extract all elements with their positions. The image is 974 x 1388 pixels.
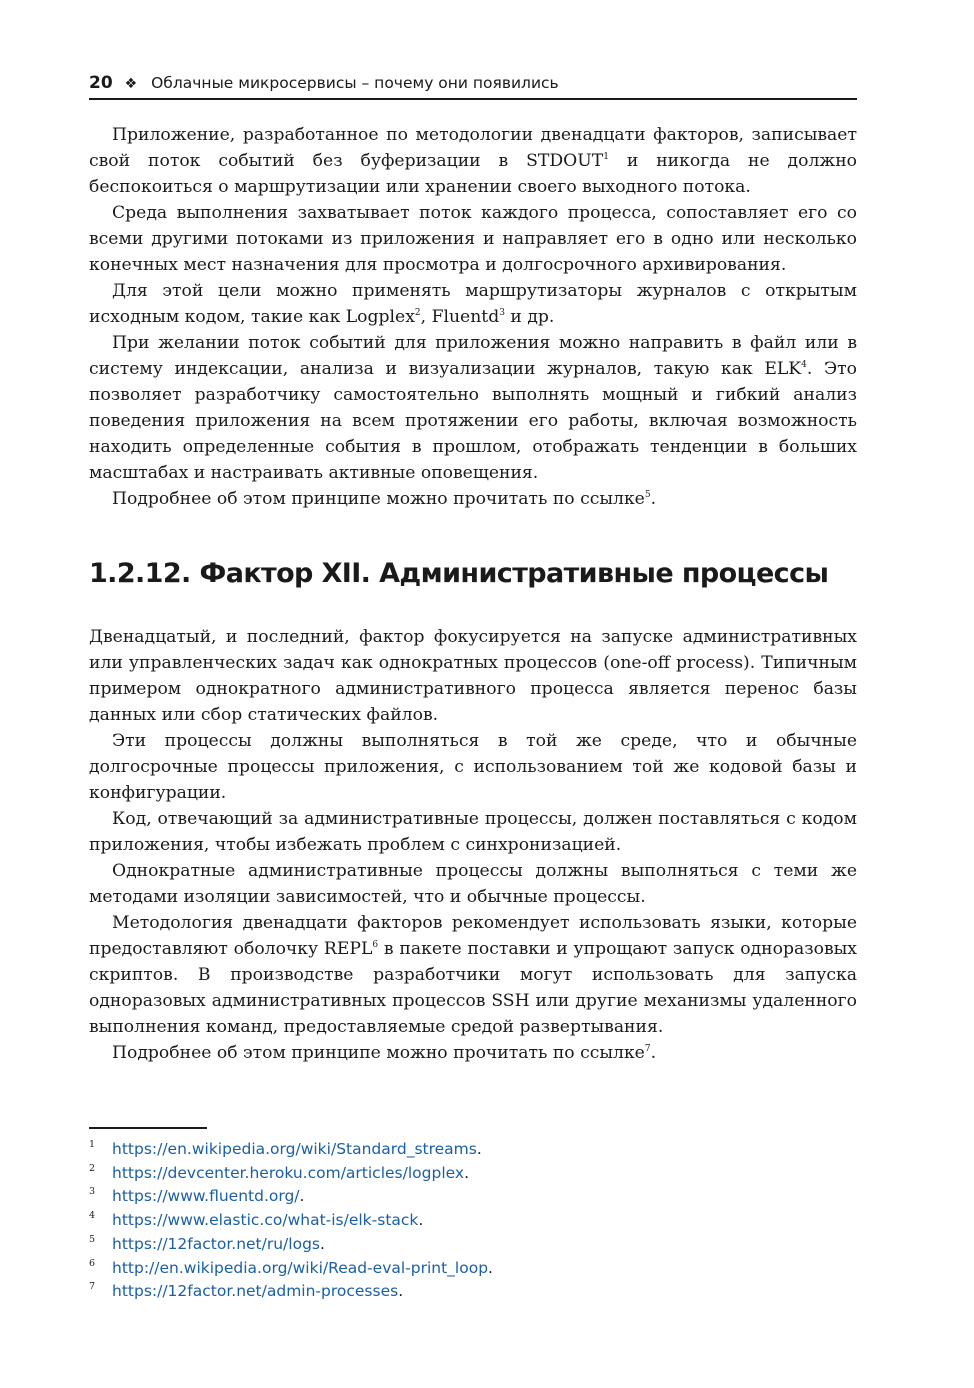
footnote-item: 3 https://www.fluentd.org/. xyxy=(89,1185,857,1209)
footnote-number: 5 xyxy=(89,1233,96,1245)
paragraph: Методология двенадцати факторов рекомендует использовать языки, которые предоставляют оболочку REPL$^6$ в пакете поставки и упрощают запуск одноразовых скриптов. В производстве разработчики могут использовать для запуска одноразовых административных процессов SSH или другие механизмы удаленного выполнения команд, предоставляемые средой развертывания. xyxy=(89,913,857,1037)
main-text xyxy=(89,122,857,1066)
running-header xyxy=(89,70,857,100)
footnote-link[interactable]: https://www.elastic.co/what-is/elk-stack xyxy=(112,1211,419,1230)
footnote-number: 3 xyxy=(89,1186,96,1198)
footnotes-list xyxy=(89,1138,857,1304)
paragraph: Двенадцатый, и последний, фактор фокусируется на запуске административных или управленческих задач как однократных процессов (one-off process). Типичным примером однократного административного процесса является перенос базы данных или сбор статических файлов. xyxy=(89,627,857,725)
ornament-icon: ❖ xyxy=(124,76,138,92)
page-number: 20 xyxy=(89,73,113,93)
paragraph: Код, отвечающий за административные процессы, должен поставляться с кодом приложения, чтобы избежать проблем с синхронизацией. xyxy=(89,809,857,855)
footnote-ref[interactable]: 3 xyxy=(499,308,505,318)
footnote-number: 7 xyxy=(89,1281,96,1293)
footnote-ref[interactable]: 4 xyxy=(801,360,807,370)
paragraph: Для этой цели можно применять маршрутизаторы журналов с открытым исходным кодом, такие как Logplex$^2$, Fluentd$^3$ и др. xyxy=(89,281,857,327)
paragraph: Подробнее об этом принципе можно прочитать по ссылке$^5$. xyxy=(112,489,657,509)
paragraph: Приложение, разработанное по методологии двенадцати факторов, записывает свой поток событий без буферизации в STDOUT$^1$ и никогда не должно беспокоиться о маршрутизации или хранении своего выходного потока. xyxy=(89,125,857,197)
footnote-link[interactable]: http://en.wikipedia.org/wiki/Read-eval-print_loop xyxy=(112,1258,489,1277)
footnote-item: 1 https://en.wikipedia.org/wiki/Standard_streams. xyxy=(89,1138,857,1162)
footnote-number: 6 xyxy=(89,1257,96,1269)
footnote-item: 4 https://www.elastic.co/what-is/elk-stack. xyxy=(89,1209,857,1233)
paragraph: Эти процессы должны выполняться в той же среде, что и обычные долгосрочные процессы приложения, с использованием той же кодовой базы и конфигурации. xyxy=(89,731,857,803)
footnote-ref[interactable]: 7 xyxy=(644,1044,651,1054)
footnote-ref[interactable]: 2 xyxy=(414,308,421,318)
footnote-link[interactable]: https://12factor.net/ru/logs xyxy=(112,1234,320,1253)
footnote-link[interactable]: https://devcenter.heroku.com/articles/logplex xyxy=(112,1163,465,1182)
footnote-ref[interactable]: 1 xyxy=(603,152,609,162)
footnote-link[interactable]: https://12factor.net/admin-processes xyxy=(112,1282,399,1301)
section-heading: 1.2.12. Фактор XII. Административные процессы xyxy=(89,558,829,589)
footnote-ref[interactable]: 5 xyxy=(644,490,651,500)
paragraph: Подробнее об этом принципе можно прочитать по ссылке$^7$. xyxy=(112,1043,657,1063)
chapter-title: Облачные микросервисы – почему они появились xyxy=(151,74,559,92)
footnote-item: 6 http://en.wikipedia.org/wiki/Read-eval-print_loop. xyxy=(89,1257,857,1281)
footnote-link[interactable]: https://www.fluentd.org/ xyxy=(112,1187,300,1206)
footnote-item: 7 https://12factor.net/admin-processes. xyxy=(89,1280,857,1304)
paragraph: При желании поток событий для приложения можно направить в файл или в систему индексации, анализа и визуализации журналов, такую как ELK$^4$. Это позволяет разработчику самостоятельно выполнять мощный и гибкий анализ поведения приложения на всем протяжении его работы, включая возможность находить определенные события в прошлом, отображать тенденции в больших масштабах и настраивать активные оповещения. xyxy=(89,333,857,483)
footnote-number: 4 xyxy=(89,1210,96,1222)
footnote-item: 2 https://devcenter.heroku.com/articles/logplex. xyxy=(89,1162,857,1186)
footnote-number: 1 xyxy=(89,1139,96,1150)
paragraph: Однократные административные процессы должны выполняться с теми же методами изоляции зависимостей, что и обычные процессы. xyxy=(89,861,857,907)
footnote-ref[interactable]: 6 xyxy=(372,940,379,950)
footnote-divider xyxy=(89,1127,207,1129)
paragraph: Среда выполнения захватывает поток каждого процесса, сопоставляет его со всеми другими потоками из приложения и направляет его в одно или несколько конечных мест назначения для просмотра и долгосрочного архивирования. xyxy=(89,203,857,275)
footnote-item: 5 https://12factor.net/ru/logs. xyxy=(89,1233,857,1257)
footnote-number: 2 xyxy=(89,1162,96,1174)
footnote-link[interactable]: https://en.wikipedia.org/wiki/Standard_streams xyxy=(112,1140,477,1158)
